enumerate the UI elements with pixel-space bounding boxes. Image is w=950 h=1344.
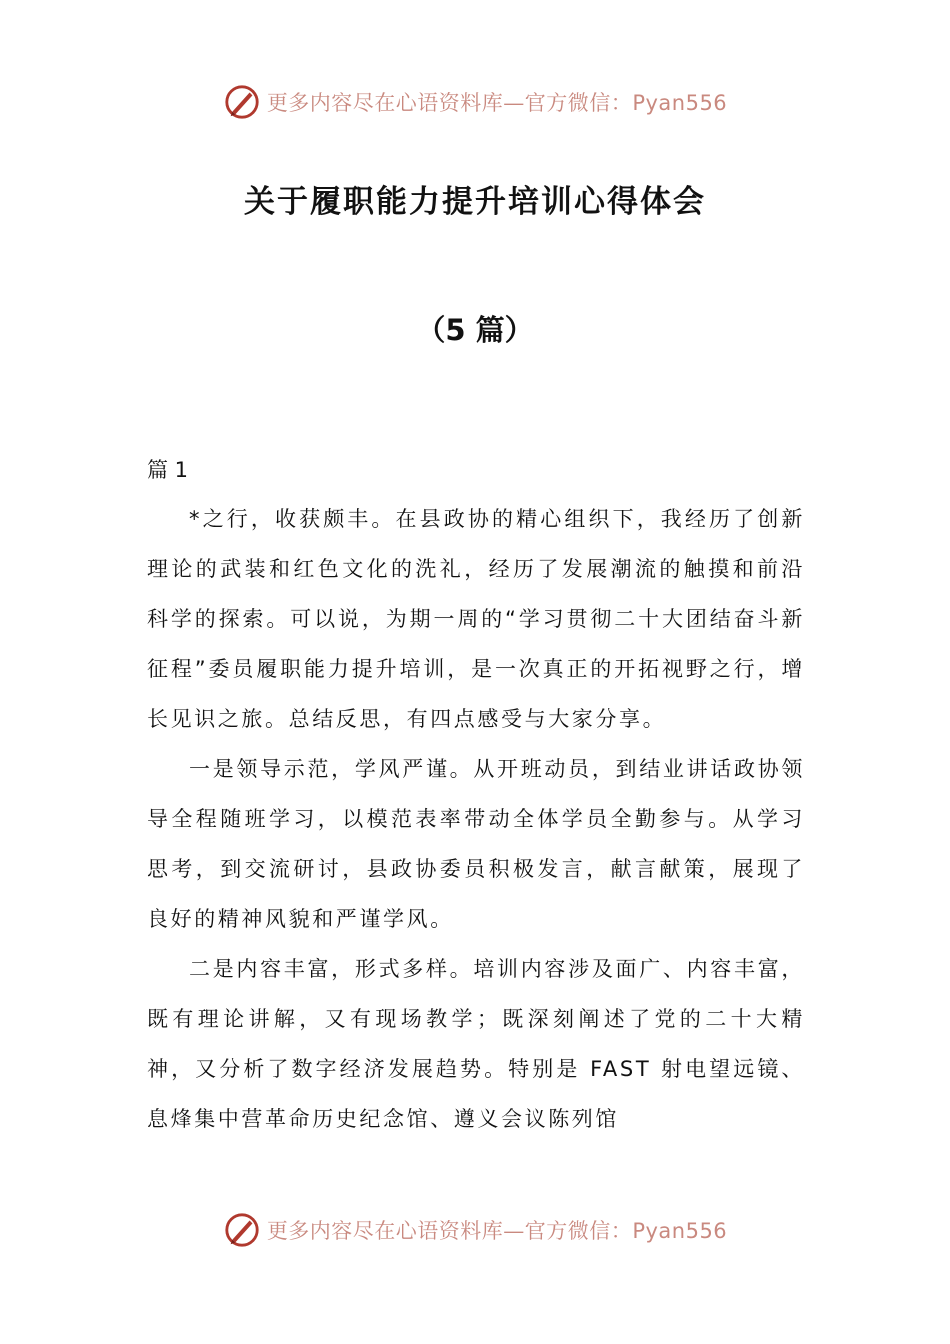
watermark-footer [0, 1210, 950, 1250]
watermark-header [0, 82, 950, 122]
watermark-text: 更多内容尽在心语资料库—官方微信：Pyan556 [266, 91, 728, 115]
pen-logo-icon [223, 1211, 261, 1249]
watermark-text: 更多内容尽在心语资料库—官方微信：Pyan556 [266, 1219, 728, 1243]
document-title: 关于履职能力提升培训心得体会 [244, 184, 706, 220]
document-subtitle: （5 篇） [416, 313, 534, 347]
paragraph: 二是内容丰富，形式多样。培训内容涉及面广、内容丰富，既有理论讲解，又有现场教学；既深刻阐述了党的二十大精神，又分析了数字经济发展趋势。特别是 FAST 射电望远镜、息烽集中营革命历史纪念馆、遵义会议陈列馆 [147, 957, 805, 1131]
paragraph: *之行，收获颇丰。在县政协的精心组织下，我经历了创新理论的武装和红色文化的洗礼，经历了发展潮流的触摸和前沿科学的探索。可以说，为期一周的“学习贯彻二十大团结奋斗新征程”委员履职能力提升培训，是一次真正的开拓视野之行，增长见识之旅。总结反思，有四点感受与大家分享。 [147, 507, 805, 731]
paragraph: 一是领导示范，学风严谨。从开班动员，到结业讲话政协领导全程随班学习，以模范表率带动全体学员全勤参与。从学习思考，到交流研讨，县政协委员积极发言，献言献策，展现了良好的精神风貌和严谨学风。 [147, 757, 805, 931]
chapter-label: 篇 1 [147, 458, 189, 482]
document-body [147, 494, 805, 1144]
pen-logo-icon [223, 83, 261, 121]
